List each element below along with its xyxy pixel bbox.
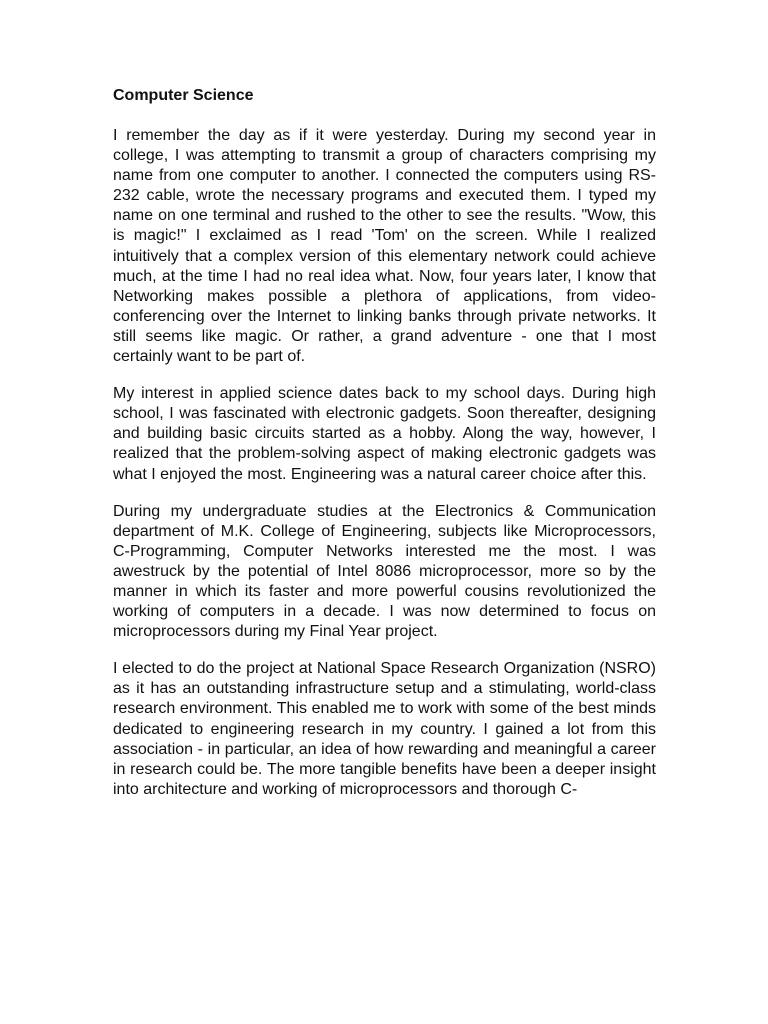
paragraph-4: I elected to do the project at National Space Research Organization (NSRO) as it has an outstanding infrastructure setup and a stimulating, world-class research environment. This enabled me to work with some of the best minds dedicated to engineering research in my country. I gained a lot from this association - in particular, an idea of how rewarding and meaningful a career in research could be. The more tangible benefits have been a deeper insight into architecture and working of microprocessors and thorough C-	[113, 660, 656, 798]
paragraph-1: I remember the day as if it were yesterday. During my second year in college, I was attempting to transmit a group of characters comprising my name from one computer to another. I connected the computers using RS-232 cable, wrote the necessary programs and executed them. I typed my name on one terminal and rushed to the other to see the results. "Wow, this is magic!" I exclaimed as I read 'Tom' on the screen. While I realized intuitively that a complex version of this elementary network could achieve much, at the time I had no real idea what. Now, four years later, I know that Networking makes possible a plethora of applications, from video-conferencing over the Internet to linking banks through private networks. It still seems like magic. Or rather, a grand adventure - one that I most certainly want to be part of.	[113, 127, 656, 366]
document-title: Computer Science	[113, 87, 254, 104]
paragraph-3: During my undergraduate studies at the Electronics & Communication department of M.K. College of Engineering, subjects like Microprocessors, C-Programming, Computer Networks interested me the most. I was awestruck by the potential of Intel 8086 microprocessor, more so by the manner in which its faster and more powerful cousins revolutionized the working of computers in a decade. I was now determined to focus on microprocessors during my Final Year project.	[113, 502, 656, 641]
document-body	[113, 86, 656, 800]
paragraph-2: My interest in applied science dates back to my school days. During high school, I was fascinated with electronic gadgets. Soon thereafter, designing and building basic circuits started as a hobby. Along the way, however, I realized that the problem-solving aspect of making electronic gadgets was what I enjoyed the most. Engineering was a natural career choice after this.	[113, 385, 656, 483]
